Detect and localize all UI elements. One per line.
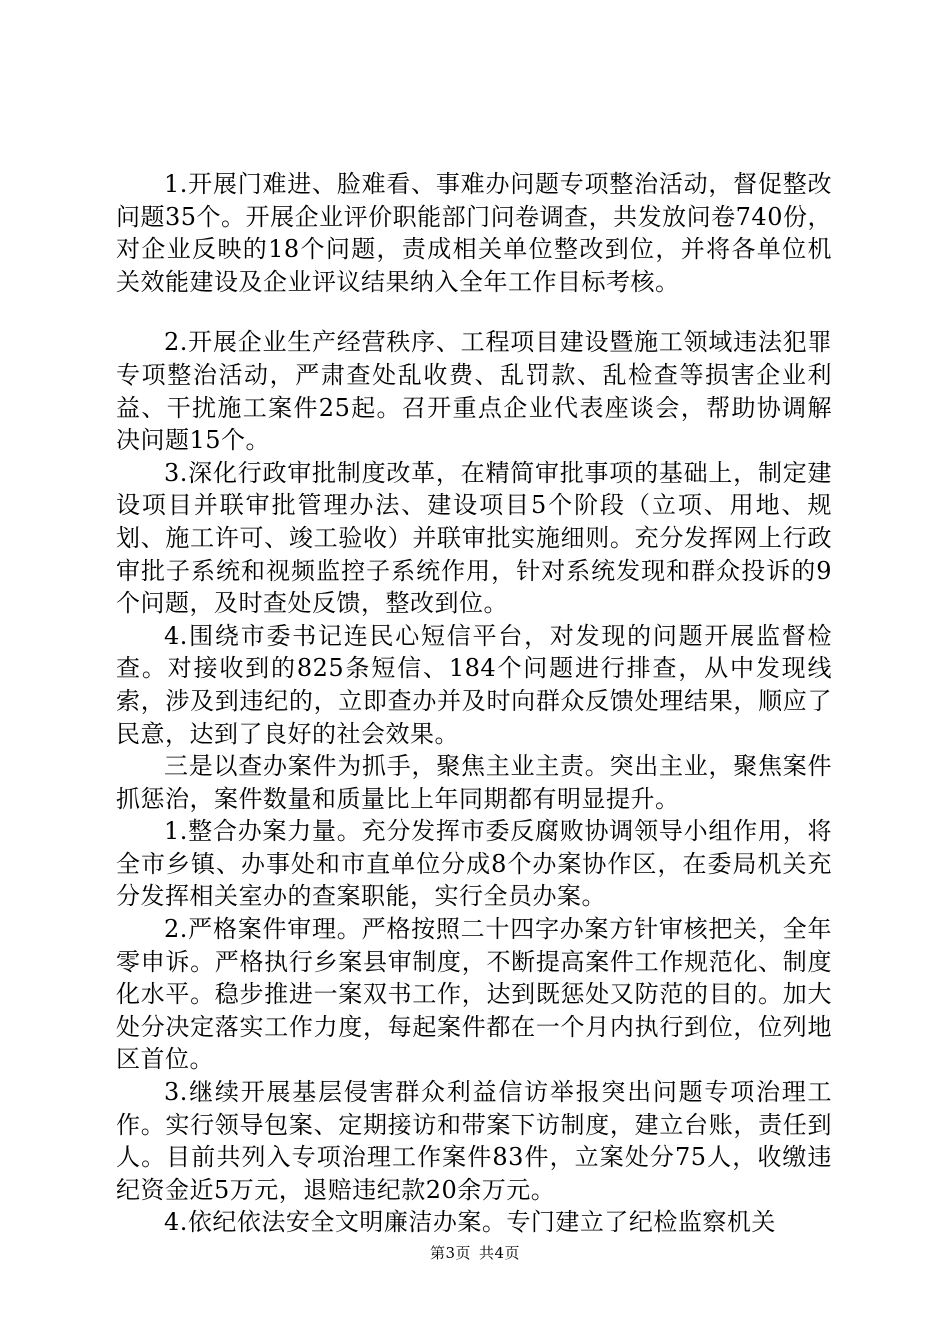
paragraph-3: 3.深化行政审批制度改革，在精简审批事项的基础上，制定建设项目并联审批管理办法、建设项目5个阶段（立项、用地、规划、施工许可、竣工验收）并联审批实施细则。充分发挥网上行政审批子系统和视频监控子系统作用，针对系统发现和群众投诉的9个问题，及时查处反馈，整改到位。 <box>116 458 832 618</box>
page-total: 共4页 <box>479 1244 521 1262</box>
paragraph-8: 3.继续开展基层侵害群众利益信访举报突出问题专项治理工作。实行领导包案、定期接访和带案下访制度，建立台账，责任到人。目前共列入专项治理工作案件83件，立案处分75人，收缴违纪资金近5万元，退赔违纪款20余万元。 <box>116 1078 832 1204</box>
paragraph-6: 1.整合办案力量。充分发挥市委反腐败协调领导小组作用，将全市乡镇、办事处和市直单位分成8个办案协作区，在委局机关充分发挥相关室办的查案职能，实行全员办案。 <box>116 817 832 911</box>
page-number: 第3页 <box>429 1244 471 1262</box>
paragraph-2: 2.开展企业生产经营秩序、工程项目建设暨施工领域违法犯罪专项整治活动，严肃查处乱收费、乱罚款、乱检查等损害企业利益、干扰施工案件25起。召开重点企业代表座谈会，帮助协调解决问题15个。 <box>116 328 832 455</box>
paragraph-1: 1.开展门难进、脸难看、事难办问题专项整治活动，督促整改问题35个。开展企业评价职能部门问卷调查，共发放问卷740份，对企业反映的18个问题，责成相关单位整改到位，并将各单位机关效能建设及企业评议结果纳入全年工作目标考核。 <box>116 170 832 296</box>
paragraph-7: 2.严格案件审理。严格按照二十四字办案方针审核把关，全年零申诉。严格执行乡案县审制度，不断提高案件工作规范化、制度化水平。稳步推进一案双书工作，达到既惩处又防范的目的。加大处分决定落实工作力度，每起案件都在一个月内执行到位，位列地区首位。 <box>116 915 832 1074</box>
page-footer <box>0 1243 950 1263</box>
paragraph-4: 4.围绕市委书记连民心短信平台，对发现的问题开展监督检查。对接收到的825条短信、184个问题进行排查，从中发现线索，涉及到违纪的，立即查办并及时向群众反馈处理结果，顺应了民意，达到了良好的社会效果。 <box>116 621 832 748</box>
paragraph-9: 4.依纪依法安全文明廉洁办案。专门建立了纪检监察机关 <box>164 1208 776 1237</box>
paragraph-5: 三是以查办案件为抓手，聚焦主业主责。突出主业，聚焦案件抓惩治，案件数量和质量比上年同期都有明显提升。 <box>116 752 832 813</box>
document-body <box>116 168 832 1239</box>
